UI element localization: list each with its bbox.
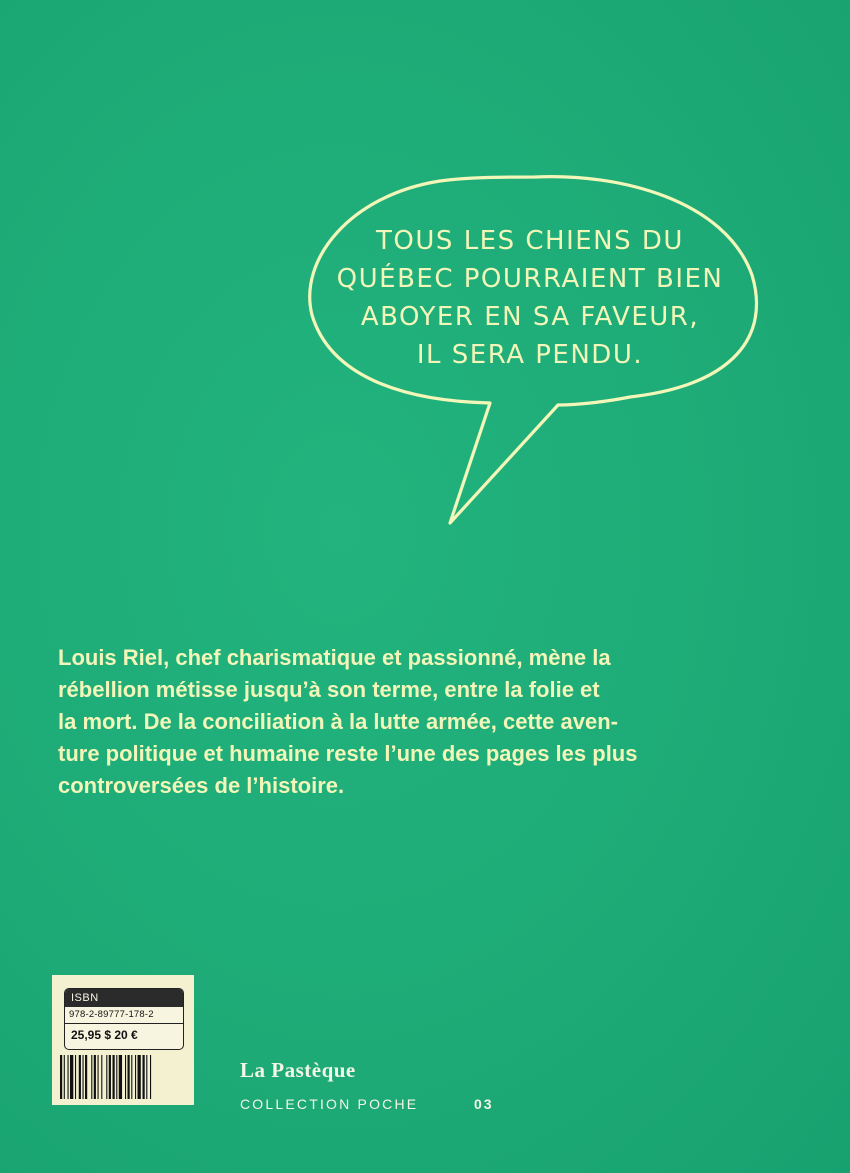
isbn-label: ISBN xyxy=(65,989,183,1007)
barcode-bar xyxy=(94,1055,96,1099)
barcode-bars xyxy=(60,1055,186,1099)
barcode-bar xyxy=(128,1055,130,1099)
barcode-bar xyxy=(146,1055,147,1099)
barcode-bar xyxy=(106,1055,107,1099)
barcode-bar xyxy=(119,1055,122,1099)
barcode-bar xyxy=(138,1055,141,1099)
barcode-bar xyxy=(98,1055,99,1099)
quote-line: QUÉBEC POURRAIENT BIEN xyxy=(336,264,724,294)
speech-bubble-quote xyxy=(330,222,730,374)
barcode-bar xyxy=(85,1055,87,1099)
isbn-barcode-panel xyxy=(52,975,194,1105)
quote-line: IL SERA PENDU. xyxy=(416,340,644,370)
barcode-bar xyxy=(60,1055,62,1099)
quote-line: ABOYER EN SA FAVEUR, xyxy=(360,302,700,332)
book-description xyxy=(58,642,798,802)
description-line: controversées de l’histoire. xyxy=(58,773,345,798)
price-row xyxy=(65,1023,183,1049)
barcode-bar xyxy=(68,1055,69,1099)
collection-number: 03 xyxy=(474,1096,494,1112)
barcode-bar xyxy=(70,1055,73,1099)
description-line: rébellion métisse jusqu’à son terme, entre la folie et xyxy=(58,677,600,702)
publisher-name: La Pastèque xyxy=(240,1058,356,1082)
isbn-price-box xyxy=(64,988,184,1050)
barcode-bar xyxy=(113,1055,115,1099)
collection-name: COLLECTION POCHE xyxy=(240,1096,419,1112)
barcode-bar xyxy=(83,1055,84,1099)
description-line: ture politique et humaine reste l’une des pages les plus xyxy=(58,741,638,766)
description-line: la mort. De la conciliation à la lutte armée, cette aven- xyxy=(58,709,618,734)
barcode-bar xyxy=(79,1055,81,1099)
barcode-bar xyxy=(64,1055,65,1099)
barcode-bar xyxy=(109,1055,111,1099)
barcode-bar xyxy=(150,1055,151,1099)
barcode-bar xyxy=(125,1055,126,1099)
price-label: 25,95 $ 20 € xyxy=(71,1028,138,1042)
barcode-bar xyxy=(135,1055,136,1099)
description-line: Louis Riel, chef charismatique et passionné, mène la xyxy=(58,645,611,670)
barcode-bar xyxy=(101,1055,102,1099)
barcode-bar xyxy=(143,1055,145,1099)
barcode-bar xyxy=(131,1055,132,1099)
barcode-bar xyxy=(91,1055,92,1099)
quote-line: TOUS LES CHIENS DU xyxy=(376,226,684,256)
barcode-bar xyxy=(75,1055,76,1099)
isbn-number: 978-2-89777-178-2 xyxy=(69,1009,154,1020)
barcode-bar xyxy=(116,1055,117,1099)
